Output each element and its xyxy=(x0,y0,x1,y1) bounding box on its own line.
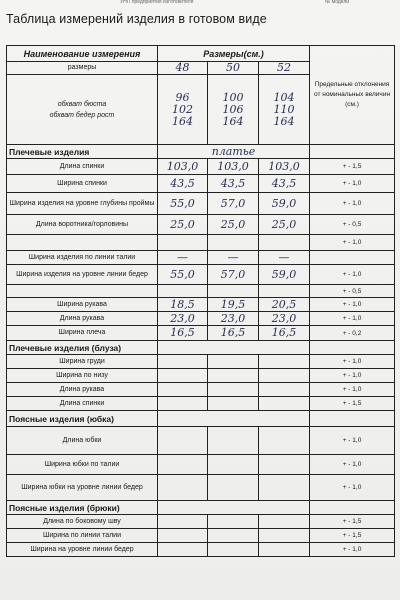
measurement-name: Длина юбки xyxy=(7,427,158,455)
measurement-value: 25,0 xyxy=(158,215,208,235)
measurement-value xyxy=(208,383,259,397)
tolerance-value: + - 1,0 xyxy=(310,383,395,397)
tolerance-value xyxy=(310,251,395,265)
measurement-value: 103,0 xyxy=(208,159,259,175)
name-column-header: Наименование измерения xyxy=(7,46,158,62)
tolerance-value: + - 1,0 xyxy=(310,175,395,193)
measurement-value xyxy=(208,475,259,501)
measurement-value: 19,5 xyxy=(208,298,259,312)
table-row xyxy=(7,175,395,193)
measurement-value: 23,0 xyxy=(259,312,310,326)
measurement-value xyxy=(259,529,310,543)
measurement-value xyxy=(259,355,310,369)
measurement-value: 16,5 xyxy=(208,326,259,341)
table-row xyxy=(7,235,395,251)
top-right-text: № модели xyxy=(325,0,350,5)
section-title: Плечевые изделия xyxy=(7,145,158,159)
measurement-value xyxy=(158,383,208,397)
measurement-value xyxy=(208,529,259,543)
measurement-name: Ширина плеча xyxy=(7,326,158,341)
tolerance-value: + - 0,5 xyxy=(310,285,395,298)
measurement-name: Ширина по линии талии xyxy=(7,529,158,543)
size-50: 50 xyxy=(208,62,259,75)
measurement-value xyxy=(259,383,310,397)
section-header-row xyxy=(7,501,395,515)
measurement-name: Ширина изделия на уровне линии бедер xyxy=(7,265,158,285)
table-row xyxy=(7,285,395,298)
measurement-name: Ширина рукава xyxy=(7,298,158,312)
table-row xyxy=(7,312,395,326)
measurement-value: 59,0 xyxy=(259,193,310,215)
measurement-value xyxy=(158,427,208,455)
measurement-value xyxy=(208,285,259,298)
size-48: 48 xyxy=(158,62,208,75)
section-tolerance-cell xyxy=(310,145,395,159)
measurement-value: 16,5 xyxy=(158,326,208,341)
table-row xyxy=(7,265,395,285)
table-row xyxy=(7,298,395,312)
section-tolerance-cell xyxy=(310,341,395,355)
table-row xyxy=(7,543,395,557)
measurement-value: 57,0 xyxy=(208,265,259,285)
table-row xyxy=(7,369,395,383)
table-row xyxy=(7,355,395,369)
table-row xyxy=(7,515,395,529)
measurement-value xyxy=(259,235,310,251)
tolerance-value: + - 1,0 xyxy=(310,455,395,475)
measurement-value xyxy=(259,475,310,501)
measurement-name: Длина воротника/горловины xyxy=(7,215,158,235)
measurement-value xyxy=(158,529,208,543)
section-tolerance-cell xyxy=(310,501,395,515)
table-row xyxy=(7,383,395,397)
table-row xyxy=(7,529,395,543)
measurement-value xyxy=(158,235,208,251)
measurement-table xyxy=(6,45,395,557)
measurement-name: Ширина юбки по талии xyxy=(7,455,158,475)
measurement-value: 23,0 xyxy=(158,312,208,326)
measurement-value: 55,0 xyxy=(158,193,208,215)
tolerance-value: + - 1,0 xyxy=(310,193,395,215)
measurement-value xyxy=(259,369,310,383)
tolerance-value: + - 1,0 xyxy=(310,427,395,455)
section-header-row xyxy=(7,411,395,427)
tolerance-value: + - 0,2 xyxy=(310,326,395,341)
sizes-column-header: Размеры(см.) xyxy=(158,46,310,62)
measurement-value: 103,0 xyxy=(158,159,208,175)
top-left-text: УНП предприятия изготовителя xyxy=(120,0,194,5)
measurement-value xyxy=(208,369,259,383)
table-row xyxy=(7,475,395,501)
measurement-value: — xyxy=(208,251,259,265)
sizes-row-label: размеры xyxy=(7,62,158,75)
section-title: Поясные изделия (юбка) xyxy=(7,411,158,427)
table-row xyxy=(7,455,395,475)
tolerance-value: + - 1,0 xyxy=(310,475,395,501)
measurement-value: 23,0 xyxy=(208,312,259,326)
measurement-name: Ширина спинки xyxy=(7,175,158,193)
measurement-name: Ширина на уровне линии бедер xyxy=(7,543,158,557)
measurement-value xyxy=(158,369,208,383)
table-row xyxy=(7,326,395,341)
section-header-row xyxy=(7,145,395,159)
measurement-value: 59,0 xyxy=(259,265,310,285)
measurement-value xyxy=(208,397,259,411)
table-row xyxy=(7,193,395,215)
table-row xyxy=(7,215,395,235)
measurement-value: 103,0 xyxy=(259,159,310,175)
measurement-value xyxy=(259,427,310,455)
section-tolerance-cell xyxy=(310,411,395,427)
measurement-value xyxy=(158,355,208,369)
measurement-value: 16,5 xyxy=(259,326,310,341)
measurement-value xyxy=(158,285,208,298)
measurement-value: 20,5 xyxy=(259,298,310,312)
tolerance-value: + - 1,5 xyxy=(310,159,395,175)
body-measures-labels: обхват бюста обхват бедер рост xyxy=(7,75,158,145)
body-values-52: 104 110 164 xyxy=(259,75,310,145)
measurement-name: Длина спинки xyxy=(7,397,158,411)
measurement-value: — xyxy=(259,251,310,265)
tolerance-value: + - 1,0 xyxy=(310,355,395,369)
measurement-value: 25,0 xyxy=(208,215,259,235)
tolerance-value: + - 1,0 xyxy=(310,369,395,383)
section-header-row xyxy=(7,341,395,355)
page-title: Таблица измерений изделия в готовом виде xyxy=(6,12,267,26)
measurement-name: Длина по боковому шву xyxy=(7,515,158,529)
measurement-value xyxy=(158,515,208,529)
measurement-name: Ширина юбки на уровне линии бедер xyxy=(7,475,158,501)
measurement-value: 43,5 xyxy=(158,175,208,193)
section-note xyxy=(158,501,310,515)
measurement-value xyxy=(259,397,310,411)
measurement-value xyxy=(208,515,259,529)
measurement-value xyxy=(208,455,259,475)
measurement-name: Ширина изделия по линии талии xyxy=(7,251,158,265)
measurement-value xyxy=(158,397,208,411)
tolerance-value: + - 1,5 xyxy=(310,397,395,411)
tolerance-value: + - 1,0 xyxy=(310,235,395,251)
measurement-value xyxy=(259,543,310,557)
measurement-value xyxy=(208,543,259,557)
table-row xyxy=(7,251,395,265)
tolerance-value: + - 1,0 xyxy=(310,298,395,312)
table-row xyxy=(7,397,395,411)
measurement-value: — xyxy=(158,251,208,265)
tolerance-value: + - 1,0 xyxy=(310,265,395,285)
measurement-value: 25,0 xyxy=(259,215,310,235)
tolerance-value: + - 1,5 xyxy=(310,529,395,543)
section-title: Поясные изделия (брюки) xyxy=(7,501,158,515)
table-row xyxy=(7,159,395,175)
body-values-48: 96 102 164 xyxy=(158,75,208,145)
measurement-name xyxy=(7,235,158,251)
measurement-value xyxy=(208,235,259,251)
tolerance-value: + - 1,0 xyxy=(310,312,395,326)
measurement-value xyxy=(158,455,208,475)
measurement-name: Ширина груди xyxy=(7,355,158,369)
top-strip xyxy=(0,0,400,6)
measurement-name: Ширина по низу xyxy=(7,369,158,383)
section-note xyxy=(158,411,310,427)
measurement-value: 18,5 xyxy=(158,298,208,312)
size-52: 52 xyxy=(259,62,310,75)
tolerance-value: + - 0,5 xyxy=(310,215,395,235)
tolerance-value: + - 1,0 xyxy=(310,543,395,557)
measurement-value xyxy=(259,285,310,298)
section-note xyxy=(158,341,310,355)
measurement-value xyxy=(158,475,208,501)
measurement-value xyxy=(208,427,259,455)
measurement-name: Ширина изделия на уровне глубины проймы xyxy=(7,193,158,215)
section-note: платье xyxy=(158,145,310,159)
measurement-value: 43,5 xyxy=(259,175,310,193)
measurement-value: 43,5 xyxy=(208,175,259,193)
body-values-50: 100 106 164 xyxy=(208,75,259,145)
table-row xyxy=(7,427,395,455)
measurement-value xyxy=(259,455,310,475)
measurement-name: Длина рукава xyxy=(7,312,158,326)
measurement-name: Длина рукава xyxy=(7,383,158,397)
tolerance-column-header: Предельные отклонения от номинальных величин (см.) xyxy=(310,46,395,145)
tolerance-value: + - 1,5 xyxy=(310,515,395,529)
measurement-value: 55,0 xyxy=(158,265,208,285)
section-title: Плечевые изделия (блуза) xyxy=(7,341,158,355)
measurement-name: Длина спинки xyxy=(7,159,158,175)
measurement-value: 57,0 xyxy=(208,193,259,215)
measurement-name xyxy=(7,285,158,298)
measurement-value xyxy=(208,355,259,369)
header-row xyxy=(7,46,395,62)
measurement-value xyxy=(259,515,310,529)
measurement-value xyxy=(158,543,208,557)
